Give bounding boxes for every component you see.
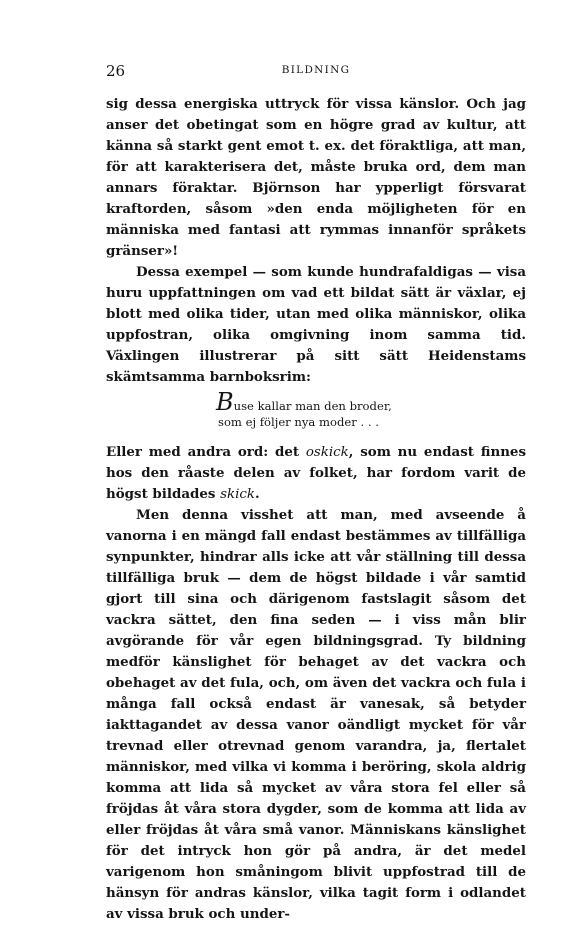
paragraph-2: Dessa exempel — som kunde hundrafaldigas — visa huru uppfattningen om vad ett bildat sätt är växlar, ej blott med olika tider, utan med olika människor, olika uppfostran, olika omgivning inom samma tid. Växlingen illustrerar på sitt sätt Heidenstams skämtsamma barnboksrim: [106, 264, 526, 385]
p3-text-end: . [254, 486, 260, 502]
running-title: BILDNING [281, 64, 351, 76]
verse-line-2: som ej följer nya moder . . . [218, 415, 379, 429]
p3-emphasis-oskick: oskick [305, 445, 349, 460]
paragraph-1: sig dessa energiska uttryck för vissa känslor. Och jag anser det obetingat som en högre grad av kultur, att känna så starkt gent emot t. ex. det föraktliga, att man, för att karakterisera det, måste bruka ord, dem man annars föraktar. Björnson har ypperligt försvarat kraftorden, såsom »den enda möjligheten för en människa med fantasi att rymmas innanför språkets gränser»! [106, 96, 526, 259]
verse-line-1-text: use kallar man den broder, [233, 399, 392, 413]
paragraph-4: Men denna visshet att man, med avseende å vanorna i en mängd fall endast bestämmes av tillfälliga synpunkter, hindrar alls icke att vår ställning till dessa tillfälliga bruk — dem de högst bildade i vår samtid gjort till sina och därigenom fastslagit såsom det vackra sättet, den fina seden — i viss mån blir avgörande för vår egen bildningsgrad. Ty bildning medför känslighet för behaget av det vackra och obehaget av det fula, och, om även det vackra och fula i många fall också endast är vanesak, så betyder iakttagandet av dessa vanor oändligt mycket för vår trevnad eller otrevnad genom varandra, ja, flertalet människor, med vilka vi komma i beröring, skola aldrig komma att lida så mycket av våra stora fel eller så fröjdas åt våra stora dygder, som de komma att lida av eller fröjdas åt våra små vanor. Människans känslighet för det intryck hon gör på andra, är det medel varigenom hon småningom blivit uppfostrad till de hänsyn för andras känslor, vilka tagit form i odlandet av vissa bruk och under- [106, 507, 526, 922]
p3-text-start: Eller med andra ord: det [106, 444, 306, 460]
p3-emphasis-skick: skick [220, 487, 255, 502]
verse-quote [216, 388, 526, 430]
verse-line-1 [216, 388, 526, 416]
p3-text-middle: , som nu endast finnes hos den råaste delen av folket, har fordom varit de högst bildades [106, 444, 526, 502]
verse-dropcap: B [216, 388, 234, 416]
page-header [106, 62, 526, 80]
page-number: 26 [106, 62, 126, 80]
body-text [106, 94, 526, 925]
paragraph-3 [106, 442, 526, 505]
